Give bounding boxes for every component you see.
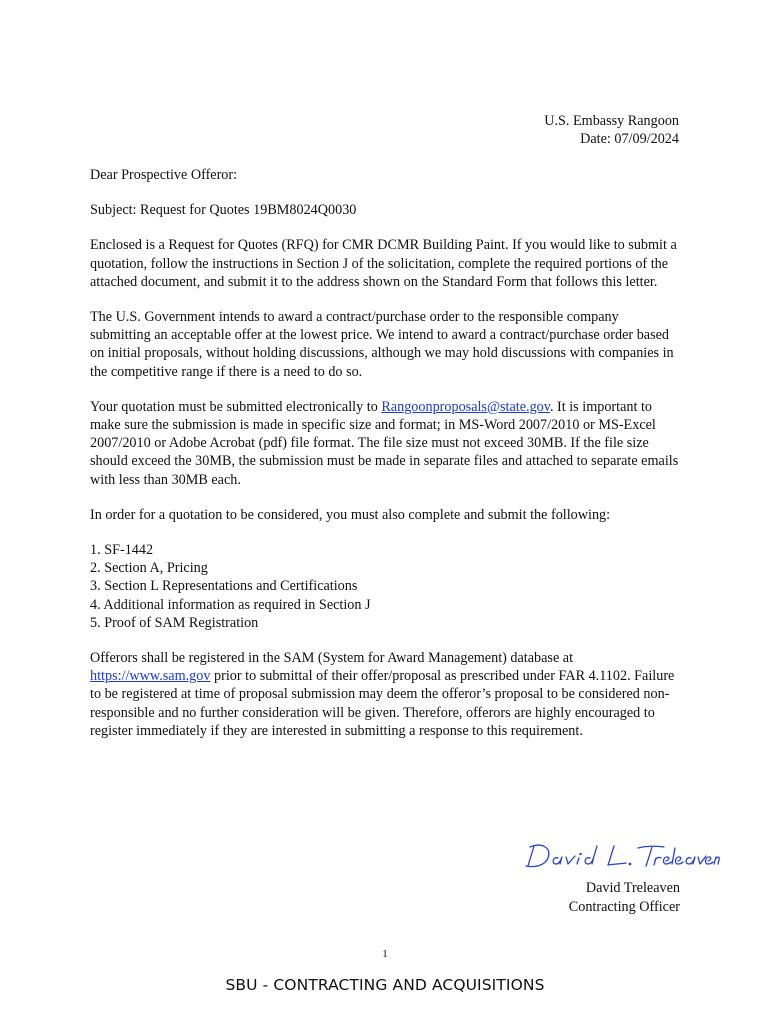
list-item: 2. Section A, Pricing <box>90 560 208 577</box>
letter-header <box>544 112 679 148</box>
page-number: 1 <box>382 948 388 960</box>
signer-title: Contracting Officer <box>568 898 680 915</box>
salutation: Dear Prospective Offeror: <box>90 167 238 183</box>
sam-link[interactable]: https://www.sam.gov <box>90 668 211 685</box>
paragraph-award-intent: The U.S. Government intends to award a contract/purchase order to the responsible company submitting an acceptable offer at the lowest price. We intend to award a contract/purchase order based on initial proposals, without holding discussions, although we may hold discussions with companies in the competitive range if there is a need to do so. <box>90 309 674 380</box>
submission-text-before: Your quotation must be submitted electronically to <box>90 398 382 415</box>
embassy-location: U.S. Embassy Rangoon <box>544 113 679 129</box>
sam-text-before: Offerors shall be registered in the SAM (System for Award Management) database at <box>90 650 574 667</box>
footer-classification: SBU - CONTRACTING AND ACQUISITIONS <box>225 976 545 994</box>
letter-date: Date: 07/09/2024 <box>580 131 679 147</box>
sam-text-after: prior to submittal of their offer/proposal as prescribed under FAR 4.1102. Failure to be registered at time of proposal submission may deem the offeror’s proposal to be considered non-responsible and no further consideration will be given. Therefore, offerors are highly encouraged to register immediately if they are interested in submitting a response to this requirement. <box>90 668 675 739</box>
list-item: 3. Section L Representations and Certifications <box>90 578 358 595</box>
paragraph-requirements-intro: In order for a quotation to be considered, you must also complete and submit the following: <box>90 506 611 523</box>
list-item: 4. Additional information as required in Section J <box>90 596 371 613</box>
list-item: 1. SF-1442 <box>90 542 154 559</box>
signature-block <box>569 879 680 916</box>
letter-body <box>90 166 680 757</box>
handwritten-signature <box>520 836 720 876</box>
email-link[interactable]: Rangoonproposals@state.gov <box>381 398 550 415</box>
paragraph-sam-registration <box>90 649 680 740</box>
signer-name: David Treleaven <box>585 880 680 896</box>
subject-line: Subject: Request for Quotes 19BM8024Q0030 <box>90 202 357 219</box>
list-item: 5. Proof of SAM Registration <box>90 614 259 631</box>
paragraph-rfq-intro: Enclosed is a Request for Quotes (RFQ) for CMR DCMR Building Paint. If you would like to submit a quotation, follow the instructions in Section J of the solicitation, complete the required portions of the attached document, and submit it to the address shown on the Standard Form that follows this letter. <box>90 237 677 290</box>
submission-text-after: . It is important to make sure the submission is made in specific size and format; in MS-Word 2007/2010 or MS-Excel 2007/2010 or Adobe Acrobat (pdf) file format. The file size must not exceed 30MB. If the file size should exceed the 30MB, the submission must be made in separate files and attached to separate emails with less than 30MB each. <box>90 398 679 488</box>
paragraph-submission <box>90 398 680 489</box>
requirements-list <box>90 541 680 632</box>
